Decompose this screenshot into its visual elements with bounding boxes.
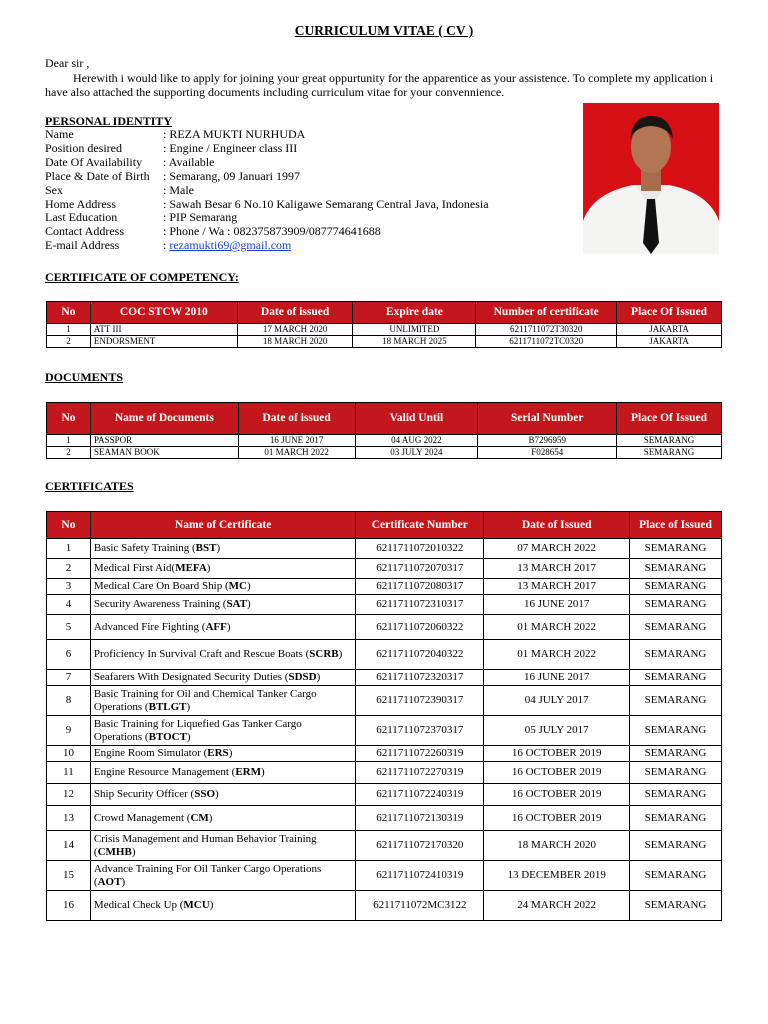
- cert-no: 12: [47, 784, 91, 806]
- cert-date: 18 MARCH 2020: [484, 831, 630, 861]
- cert-abbreviation: ERM: [235, 766, 262, 779]
- cert-date: 07 MARCH 2022: [484, 539, 630, 559]
- cert-place: SEMARANG: [630, 806, 722, 831]
- cert-abbreviation: BTOCT: [148, 730, 187, 743]
- identity-colon: :: [163, 238, 170, 253]
- page-title: CURRICULUM VITAE ( CV ): [294, 23, 474, 38]
- cert-number: 6211711072MC3122: [356, 891, 484, 921]
- identity-label: Last Education: [45, 210, 118, 225]
- cert-name-tail: ): [246, 580, 251, 593]
- cert-date: 16 OCTOBER 2019: [484, 806, 630, 831]
- table-row: [47, 640, 722, 670]
- column-header: Name of Certificate: [90, 512, 355, 539]
- cover-letter: [45, 56, 725, 100]
- table-cell: UNLIMITED: [353, 324, 476, 336]
- identity-value: : REZA MUKTI NURHUDA: [163, 127, 306, 141]
- cert-no: 6: [47, 640, 91, 670]
- cert-name-tail: ): [261, 766, 265, 779]
- identity-label: Sex: [45, 182, 63, 197]
- cert-no: 16: [47, 891, 91, 921]
- cert-date: 05 JULY 2017: [484, 716, 630, 746]
- cert-no: 2: [47, 559, 91, 579]
- column-header: Date of issued: [237, 302, 353, 324]
- identity-label: Name: [45, 127, 74, 141]
- table-row: [47, 762, 722, 784]
- identity-value: : Engine / Engineer class III: [163, 140, 298, 155]
- certificates-heading: CERTIFICATES: [45, 479, 134, 493]
- cert-no: 5: [47, 615, 91, 640]
- cert-place: SEMARANG: [630, 670, 722, 686]
- identity-value: : PIP Semarang: [163, 210, 238, 225]
- column-header: Number of certificate: [476, 302, 617, 324]
- cert-name-text: Seafarers With Designated Security Duties (: [93, 671, 289, 684]
- identity-row: [45, 156, 489, 170]
- cert-name: [90, 746, 355, 762]
- table-cell: 01 MARCH 2022: [238, 447, 355, 459]
- column-header: Place Of Issued: [617, 403, 722, 435]
- cert-place: SEMARANG: [630, 579, 722, 595]
- cert-name: [90, 831, 355, 861]
- cert-name-text: Ship Security Officer (: [93, 788, 195, 801]
- identity-value: : Male: [163, 182, 194, 197]
- table-cell: 6211711072T30320: [476, 324, 617, 336]
- cert-place: SEMARANG: [630, 716, 722, 746]
- cert-place: SEMARANG: [630, 559, 722, 579]
- cert-number: 6211711072370317: [356, 716, 484, 746]
- cert-number: 6211711072270319: [356, 762, 484, 784]
- cert-name-text: Crowd Management (: [93, 811, 191, 824]
- column-header: Valid Until: [355, 403, 478, 435]
- identity-label: Place & Date of Birth: [45, 168, 150, 183]
- cert-place: SEMARANG: [630, 891, 722, 921]
- cert-no: 1: [47, 539, 91, 559]
- cert-name-text: Crisis Management and Human Behavior Training (: [93, 833, 317, 858]
- cert-place: SEMARANG: [630, 762, 722, 784]
- cert-name: [90, 806, 355, 831]
- table-cell: 2: [47, 336, 91, 348]
- table-cell: ENDORSMENT: [90, 336, 237, 348]
- column-header: Date of Issued: [484, 512, 630, 539]
- table-row: [47, 861, 722, 891]
- table-cell: 04 AUG 2022: [355, 435, 478, 447]
- cert-number: 6211711072390317: [356, 686, 484, 716]
- table-cell: ATT III: [90, 324, 237, 336]
- cert-place: SEMARANG: [630, 784, 722, 806]
- cert-date: 13 DECEMBER 2019: [484, 861, 630, 891]
- cert-name-tail: ): [186, 700, 191, 713]
- cert-no: 7: [47, 670, 91, 686]
- column-header: Place of Issued: [630, 512, 722, 539]
- cert-date: 04 JULY 2017: [484, 686, 630, 716]
- cert-abbreviation: CM: [190, 811, 209, 824]
- cert-number: 6211711072260319: [356, 746, 484, 762]
- documents-table: [46, 402, 722, 459]
- table-cell: 16 JUNE 2017: [238, 435, 355, 447]
- cert-no: 14: [47, 831, 91, 861]
- cert-number: 6211711072130319: [356, 806, 484, 831]
- cert-name: [90, 861, 355, 891]
- cert-abbreviation: SCRB: [309, 648, 339, 661]
- table-cell: 6211711072TC0320: [476, 336, 617, 348]
- cert-no: 11: [47, 762, 91, 784]
- table-row: [47, 595, 722, 615]
- table-cell: JAKARTA: [617, 324, 722, 336]
- cert-abbreviation: SDSD: [288, 671, 317, 684]
- cert-place: SEMARANG: [630, 640, 722, 670]
- cert-name-tail: ): [131, 845, 136, 858]
- identity-row: [45, 142, 489, 156]
- cert-number: 6211711072080317: [356, 579, 484, 595]
- identity-row: [45, 170, 489, 184]
- cert-abbreviation: SSO: [194, 788, 216, 801]
- cert-name: [90, 615, 355, 640]
- cert-place: SEMARANG: [630, 686, 722, 716]
- table-cell: JAKARTA: [617, 336, 722, 348]
- column-header: Certificate Number: [356, 512, 484, 539]
- cert-abbreviation: MC: [228, 580, 247, 593]
- table-row: [47, 324, 722, 336]
- cert-number: 6211711072320317: [356, 670, 484, 686]
- personal-identity: [45, 128, 489, 253]
- cert-date: 16 JUNE 2017: [484, 670, 630, 686]
- cert-number: 6211711072410319: [356, 861, 484, 891]
- cert-date: 01 MARCH 2022: [484, 615, 630, 640]
- cert-abbreviation: BTLGT: [148, 700, 187, 713]
- table-cell: SEMARANG: [617, 447, 722, 459]
- identity-row: [45, 225, 489, 239]
- cert-name-text: Advance Training For Oil Tanker Cargo Operations (: [93, 863, 322, 888]
- cert-name: [90, 539, 355, 559]
- cert-name-tail: ): [186, 730, 191, 743]
- column-header: Place Of Issued: [617, 302, 722, 324]
- cert-number: 6211711072170320: [356, 831, 484, 861]
- cert-date: 01 MARCH 2022: [484, 640, 630, 670]
- coc-heading: CERTIFICATE OF COMPETENCY:: [45, 270, 239, 284]
- cert-name: [90, 686, 355, 716]
- identity-row-email: [45, 239, 489, 253]
- cert-date: 16 JUNE 2017: [484, 595, 630, 615]
- cert-name: [90, 579, 355, 595]
- table-row: [47, 670, 722, 686]
- cert-name-text: Security Awareness Training (: [93, 598, 227, 611]
- cert-name: [90, 784, 355, 806]
- cert-name-text: Medical Check Up (: [93, 899, 184, 912]
- column-header: Name of Documents: [90, 403, 238, 435]
- cert-number: 6211711072060322: [356, 615, 484, 640]
- cert-name-text: Engine Room Simulator (: [93, 747, 208, 760]
- cert-place: SEMARANG: [630, 595, 722, 615]
- table-row: [47, 686, 722, 716]
- table-cell: 03 JULY 2024: [355, 447, 478, 459]
- cert-no: 10: [47, 746, 91, 762]
- table-cell: 18 MARCH 2025: [353, 336, 476, 348]
- cert-name-tail: ): [228, 747, 233, 760]
- table-row: [47, 716, 722, 746]
- cert-name-tail: ): [208, 811, 213, 824]
- identity-value: : Available: [163, 154, 215, 169]
- person-portrait-icon: [583, 103, 719, 254]
- cert-name-text: Proficiency In Survival Craft and Rescue Boats (: [93, 648, 310, 661]
- identity-label: E-mail Address: [45, 238, 120, 253]
- cert-abbreviation: SAT: [226, 598, 248, 611]
- cert-no: 15: [47, 861, 91, 891]
- table-cell: PASSPOR: [90, 435, 238, 447]
- cert-name-tail: ): [226, 620, 231, 633]
- cert-abbreviation: AOT: [97, 875, 122, 888]
- table-row: [47, 559, 722, 579]
- cert-abbreviation: MCU: [183, 899, 210, 912]
- cert-abbreviation: CMHB: [97, 845, 132, 858]
- cert-no: 4: [47, 595, 91, 615]
- coc-table: [46, 301, 722, 348]
- certificates-table: [46, 511, 722, 921]
- cert-no: 8: [47, 686, 91, 716]
- cert-number: 6211711072310317: [356, 595, 484, 615]
- column-header: Date of issued: [238, 403, 355, 435]
- cert-name: [90, 559, 355, 579]
- cert-date: 24 MARCH 2022: [484, 891, 630, 921]
- identity-label: Date Of Availability: [45, 154, 143, 169]
- cert-name-tail: ): [247, 598, 251, 611]
- identity-row: [45, 128, 489, 142]
- cert-abbreviation: BST: [195, 542, 217, 555]
- cert-date: 13 MARCH 2017: [484, 559, 630, 579]
- table-row: [47, 336, 722, 348]
- cert-place: SEMARANG: [630, 746, 722, 762]
- cert-no: 9: [47, 716, 91, 746]
- cert-abbreviation: AFF: [205, 620, 227, 633]
- cert-name-text: Medical Care On Board Ship (: [93, 580, 229, 593]
- table-cell: F028654: [478, 447, 617, 459]
- cert-number: 6211711072010322: [356, 539, 484, 559]
- table-row: [47, 891, 722, 921]
- cert-name-tail: ): [206, 562, 211, 575]
- cert-name-text: Basic Training for Liquefied Gas Tanker Cargo Operations (: [93, 718, 302, 743]
- identity-row: [45, 184, 489, 198]
- cert-number: 6211711072240319: [356, 784, 484, 806]
- column-header: No: [47, 512, 91, 539]
- letter-body: Herewith i would like to apply for joining your great oppurtunity for the apparentice as your assistence. To complete my application i have also attached the supporting documents including curriculum vitae for your convennience.: [45, 70, 714, 99]
- cert-name-tail: ): [215, 788, 219, 801]
- cert-place: SEMARANG: [630, 615, 722, 640]
- cert-name-tail: ): [316, 671, 321, 684]
- column-header: Expire date: [353, 302, 476, 324]
- cert-name: [90, 716, 355, 746]
- cert-date: 16 OCTOBER 2019: [484, 746, 630, 762]
- cert-date: 13 MARCH 2017: [484, 579, 630, 595]
- personal-identity-heading: PERSONAL IDENTITY: [45, 114, 173, 128]
- cert-name-tail: ): [216, 542, 221, 555]
- cert-no: 3: [47, 579, 91, 595]
- table-cell: 18 MARCH 2020: [237, 336, 353, 348]
- cert-place: SEMARANG: [630, 861, 722, 891]
- identity-label: Position desired: [45, 140, 122, 155]
- table-row: [47, 806, 722, 831]
- table-cell: 17 MARCH 2020: [237, 324, 353, 336]
- cert-name-tail: ): [209, 899, 214, 912]
- cert-name: [90, 595, 355, 615]
- cert-date: 16 OCTOBER 2019: [484, 784, 630, 806]
- table-row: [47, 615, 722, 640]
- table-row: [47, 746, 722, 762]
- table-cell: 1: [47, 435, 91, 447]
- table-row: [47, 784, 722, 806]
- identity-value: : Phone / Wa : 082375873909/087774641688: [163, 224, 381, 239]
- table-cell: 2: [47, 447, 91, 459]
- table-cell: 1: [47, 324, 91, 336]
- letter-greeting: Dear sir ,: [45, 56, 90, 70]
- table-cell: SEMARANG: [617, 435, 722, 447]
- table-row: [47, 447, 722, 459]
- identity-row: [45, 198, 489, 212]
- identity-value: : Semarang, 09 Januari 1997: [163, 168, 300, 183]
- table-cell: B7296959: [478, 435, 617, 447]
- cert-name: [90, 762, 355, 784]
- table-cell: SEAMAN BOOK: [90, 447, 238, 459]
- table-row: [47, 831, 722, 861]
- table-row: [47, 539, 722, 559]
- column-header: COC STCW 2010: [90, 302, 237, 324]
- column-header: No: [47, 302, 91, 324]
- profile-photo: [583, 103, 719, 254]
- cert-no: 13: [47, 806, 91, 831]
- cert-name-text: Basic Safety Training (: [93, 542, 196, 555]
- cert-name-tail: ): [338, 648, 343, 661]
- cert-name-text: Basic Training for Oil and Chemical Tanker Cargo Operations (: [93, 688, 317, 713]
- cert-name: [90, 891, 355, 921]
- identity-label: Contact Address: [45, 224, 124, 239]
- cert-date: 16 OCTOBER 2019: [484, 762, 630, 784]
- cert-name-tail: ): [121, 875, 126, 888]
- cert-name: [90, 640, 355, 670]
- cert-abbreviation: ERS: [207, 747, 229, 760]
- cert-number: 6211711072070317: [356, 559, 484, 579]
- cert-name-text: Advanced Fire Fighting (: [93, 620, 206, 633]
- column-header: Serial Number: [478, 403, 617, 435]
- cert-place: SEMARANG: [630, 539, 722, 559]
- cert-name-text: Engine Resource Management (: [93, 766, 236, 779]
- cert-name: [90, 670, 355, 686]
- identity-row: [45, 211, 489, 225]
- column-header: No: [47, 403, 91, 435]
- email-link[interactable]: rezamukti69@gmail.com: [169, 238, 292, 253]
- documents-heading: DOCUMENTS: [45, 370, 124, 384]
- cert-abbreviation: MEFA: [175, 562, 207, 575]
- identity-label: Home Address: [45, 196, 116, 211]
- table-row: [47, 579, 722, 595]
- table-row: [47, 435, 722, 447]
- cert-number: 6211711072040322: [356, 640, 484, 670]
- cert-place: SEMARANG: [630, 831, 722, 861]
- identity-value: : Sawah Besar 6 No.10 Kaligawe Semarang Central Java, Indonesia: [163, 196, 489, 211]
- cert-name-text: Medical First Aid(: [93, 562, 176, 575]
